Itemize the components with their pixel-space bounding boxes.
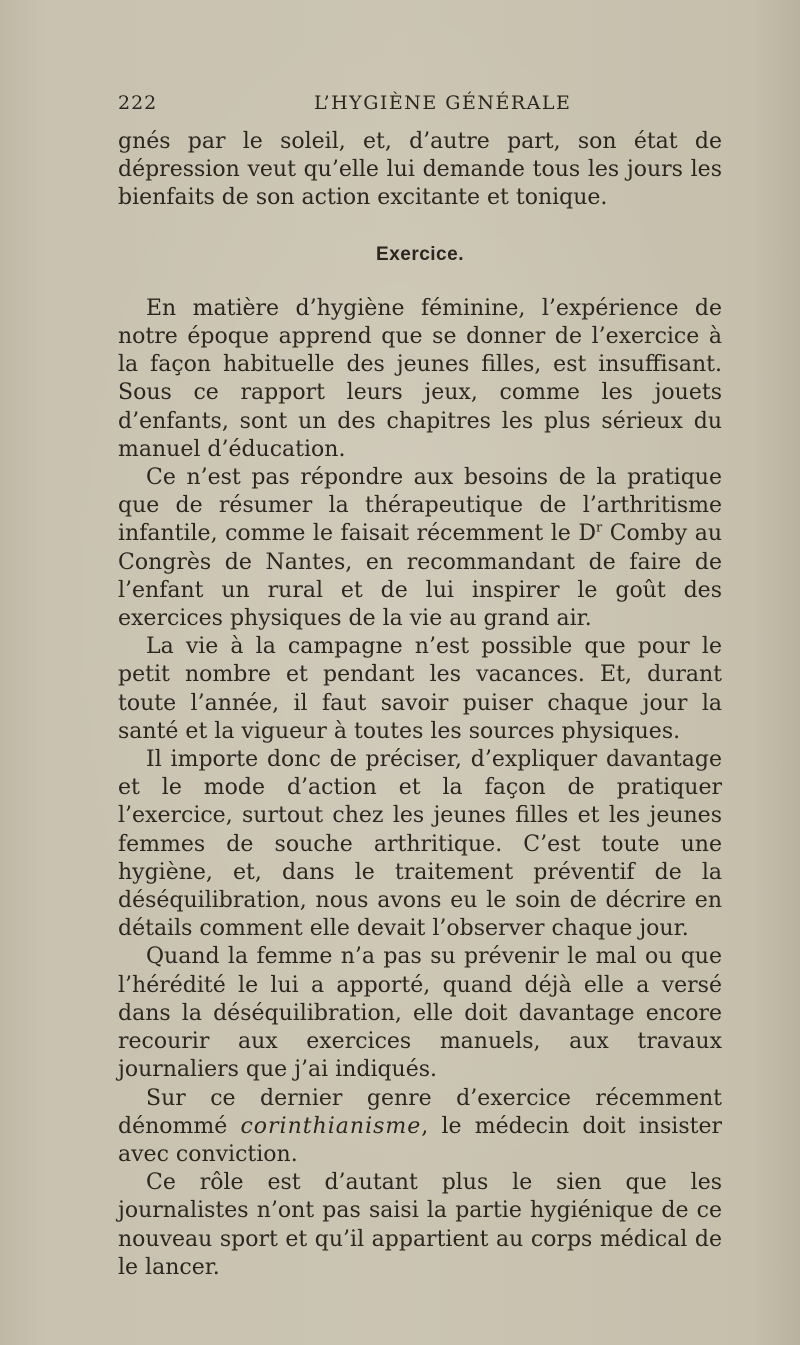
running-title: L’HYGIÈNE GÉNÉRALE	[314, 92, 572, 114]
paragraph-6-text-end: , le médecin doit insister avec conviction.	[118, 1113, 722, 1167]
italic-term: corinthianisme	[240, 1113, 422, 1139]
doctor-abbrev-superscript: r	[595, 521, 603, 537]
paragraph-3: La vie à la campagne n’est possible que pour le petit nombre et pendant les vacances. Et, durant toute l’année, il faut savoir puiser chaque jour la santé et la vigueur à toutes les sources physiques.	[118, 634, 722, 744]
paragraph-7: Ce rôle est d’autant plus le sien que les journalistes n’ont pas saisi la partie hygiénique de ce nouveau sport et qu’il appartient au corps médical de le lancer.	[118, 1170, 722, 1280]
paragraph-6-text-start: Sur ce dernier genre d’exercice récemment dénommé	[118, 1085, 722, 1139]
paragraph-2-text-start: Ce n’est pas répondre aux besoins de la pratique que de résumer la thérapeutique de l’arthritisme infantile, comme le faisait récemment le D	[118, 465, 722, 547]
paragraph-2-text-end: Comby au Congrès de Nantes, en recommandant de faire de l’enfant un rural et de lui inspirer le goût des exercices physiques de la vie au grand air.	[118, 521, 722, 632]
page-number: 222	[118, 92, 158, 114]
paragraph-1: En matière d’hygiène féminine, l’expérience de notre époque apprend que se donner de l’exercice à la façon habituelle des jeunes filles, est insuffisant. Sous ce rapport leurs jeux, comme les jouets d’enfants, sont un des chapitres les plus sérieux du manuel d’éducation.	[118, 295, 722, 462]
section-heading: Exercice.	[376, 243, 464, 265]
paragraph-2	[118, 464, 722, 633]
page-body	[118, 128, 722, 1282]
paragraph-4: Il importe donc de préciser, d’expliquer davantage et le mode d’action et la façon de pratiquer l’exercice, surtout chez les jeunes filles et les jeunes femmes de souche arthritique. C’est toute une hygiène, et, dans le traitement préventif de la déséquilibration, nous avons eu le soin de décrire en détails comment elle devait l’observer chaque jour.	[118, 747, 722, 942]
opening-paragraph: gnés par le soleil, et, d’autre part, son état de dépression veut qu’elle lui demande tous les jours les bienfaits de son action excitante et tonique.	[118, 129, 722, 211]
paragraph-5: Quand la femme n’a pas su prévenir le mal ou que l’hérédité le lui a apporté, quand déjà elle a versé dans la déséquilibration, elle doit davantage encore recourir aux exercices manuels, aux travaux journaliers que j’ai indiqués.	[118, 944, 722, 1083]
paragraph-6	[118, 1085, 722, 1170]
page-header	[118, 92, 728, 118]
